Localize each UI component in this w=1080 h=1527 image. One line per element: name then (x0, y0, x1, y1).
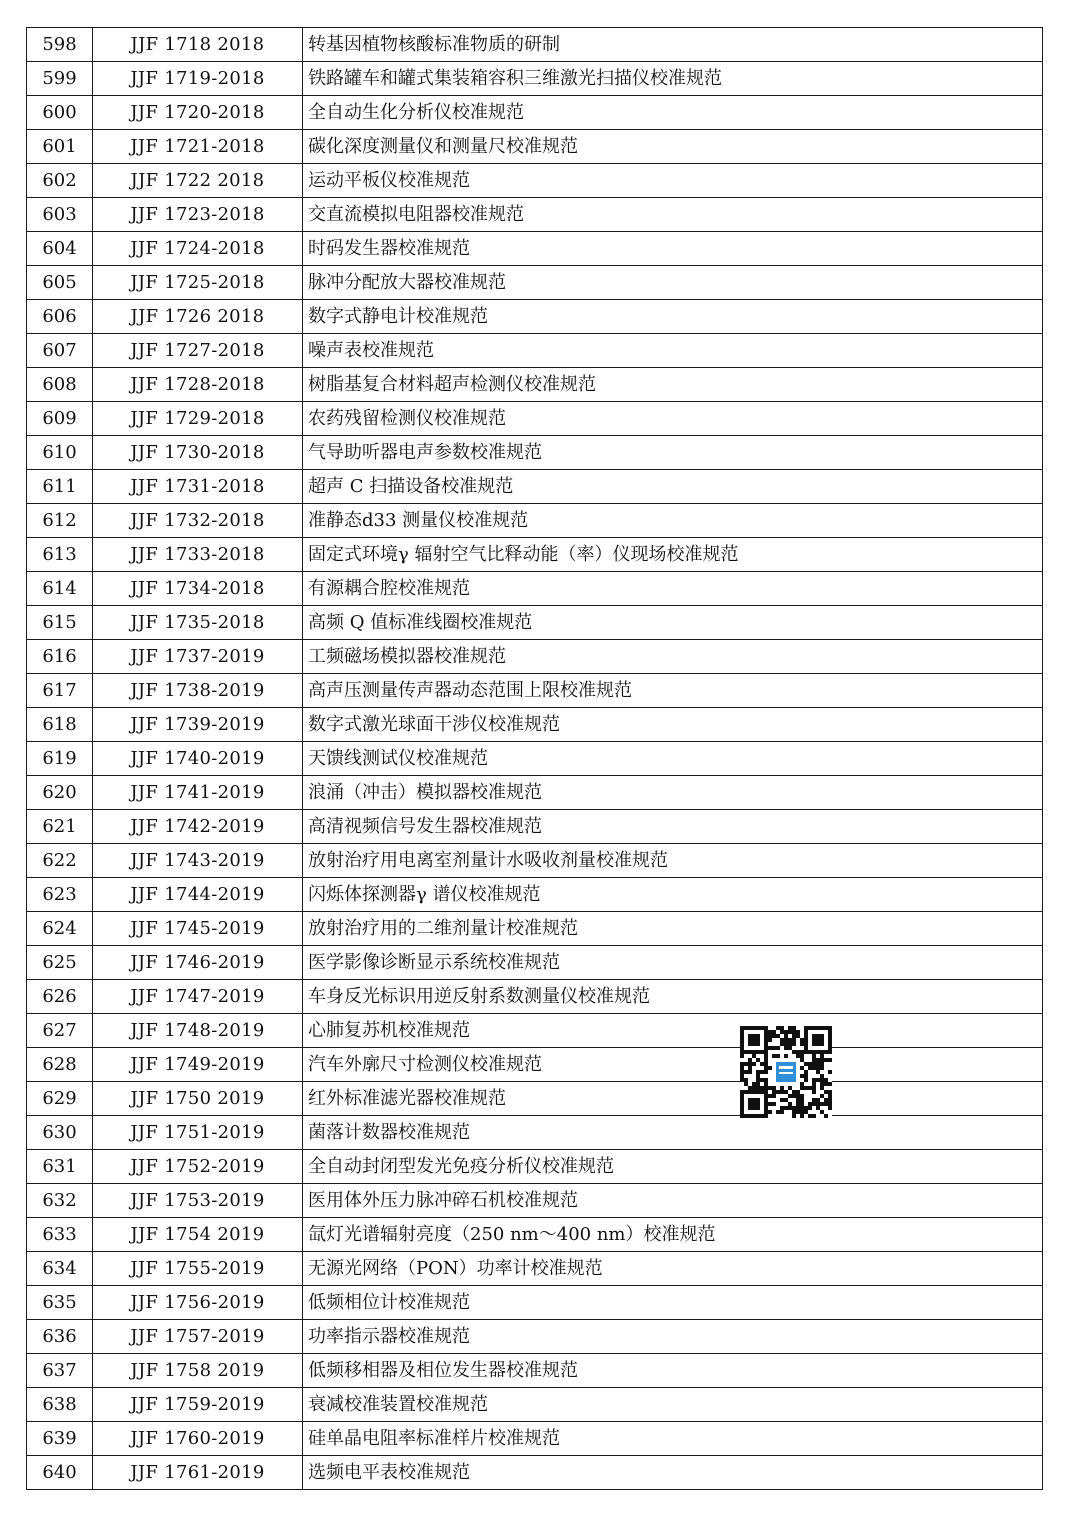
standard-title: 闪烁体探测器γ 谱仪校准规范 (303, 878, 1043, 912)
standard-code: JJF 1756-2019 (93, 1286, 303, 1320)
row-number: 626 (27, 980, 93, 1014)
row-number: 600 (27, 96, 93, 130)
standard-code: JJF 1751-2019 (93, 1116, 303, 1150)
table-row (27, 776, 1043, 810)
row-number: 630 (27, 1116, 93, 1150)
standard-title: 有源耦合腔校准规范 (303, 572, 1043, 606)
standard-code: JJF 1761-2019 (93, 1456, 303, 1490)
table-row (27, 1218, 1043, 1252)
standard-code: JJF 1739-2019 (93, 708, 303, 742)
row-number: 619 (27, 742, 93, 776)
row-number: 602 (27, 164, 93, 198)
row-number: 634 (27, 1252, 93, 1286)
row-number: 636 (27, 1320, 93, 1354)
standard-title: 碳化深度测量仪和测量尺校准规范 (303, 130, 1043, 164)
row-number: 628 (27, 1048, 93, 1082)
standards-table-body (27, 28, 1043, 1490)
row-number: 610 (27, 436, 93, 470)
standard-title: 树脂基复合材料超声检测仪校准规范 (303, 368, 1043, 402)
standard-code: JJF 1722 2018 (93, 164, 303, 198)
table-row (27, 572, 1043, 606)
row-number: 608 (27, 368, 93, 402)
table-row (27, 436, 1043, 470)
standard-title: 交直流模拟电阻器校准规范 (303, 198, 1043, 232)
table-row (27, 62, 1043, 96)
table-row (27, 130, 1043, 164)
table-row (27, 1388, 1043, 1422)
row-number: 640 (27, 1456, 93, 1490)
table-row (27, 606, 1043, 640)
table-row (27, 912, 1043, 946)
standard-title: 全自动生化分析仪校准规范 (303, 96, 1043, 130)
standard-title: 运动平板仪校准规范 (303, 164, 1043, 198)
table-row (27, 1116, 1043, 1150)
standard-title: 菌落计数器校准规范 (303, 1116, 1043, 1150)
standard-code: JJF 1759-2019 (93, 1388, 303, 1422)
standard-code: JJF 1721-2018 (93, 130, 303, 164)
table-row (27, 1048, 1043, 1082)
table-row (27, 878, 1043, 912)
table-row (27, 844, 1043, 878)
standard-title: 无源光网络（PON）功率计校准规范 (303, 1252, 1043, 1286)
table-row (27, 232, 1043, 266)
table-row (27, 402, 1043, 436)
table-row (27, 1014, 1043, 1048)
standard-code: JJF 1755-2019 (93, 1252, 303, 1286)
table-row (27, 810, 1043, 844)
standard-code: JJF 1726 2018 (93, 300, 303, 334)
table-row (27, 1354, 1043, 1388)
standard-title: 超声 C 扫描设备校准规范 (303, 470, 1043, 504)
standard-code: JJF 1745-2019 (93, 912, 303, 946)
row-number: 620 (27, 776, 93, 810)
row-number: 613 (27, 538, 93, 572)
standard-title: 低频相位计校准规范 (303, 1286, 1043, 1320)
row-number: 629 (27, 1082, 93, 1116)
table-row (27, 368, 1043, 402)
standard-title: 天馈线测试仪校准规范 (303, 742, 1043, 776)
standard-title: 准静态d33 测量仪校准规范 (303, 504, 1043, 538)
standard-title: 衰减校准装置校准规范 (303, 1388, 1043, 1422)
standards-table (26, 27, 1043, 1490)
row-number: 633 (27, 1218, 93, 1252)
standard-code: JJF 1747-2019 (93, 980, 303, 1014)
standard-code: JJF 1725-2018 (93, 266, 303, 300)
standard-code: JJF 1750 2019 (93, 1082, 303, 1116)
table-row (27, 164, 1043, 198)
row-number: 612 (27, 504, 93, 538)
table-row (27, 538, 1043, 572)
standard-title: 汽车外廓尺寸检测仪校准规范 (303, 1048, 1043, 1082)
standard-title: 氙灯光谱辐射亮度（250 nm～400 nm）校准规范 (303, 1218, 1043, 1252)
standard-code: JJF 1720-2018 (93, 96, 303, 130)
row-number: 609 (27, 402, 93, 436)
row-number: 622 (27, 844, 93, 878)
standard-code: JJF 1732-2018 (93, 504, 303, 538)
standard-title: 数字式激光球面干涉仪校准规范 (303, 708, 1043, 742)
standard-title: 铁路罐车和罐式集装箱容积三维激光扫描仪校准规范 (303, 62, 1043, 96)
standard-title: 转基因植物核酸标准物质的研制 (303, 28, 1043, 62)
standard-title: 医学影像诊断显示系统校准规范 (303, 946, 1043, 980)
table-row (27, 1320, 1043, 1354)
standard-code: JJF 1730-2018 (93, 436, 303, 470)
row-number: 621 (27, 810, 93, 844)
row-number: 623 (27, 878, 93, 912)
standard-title: 心肺复苏机校准规范 (303, 1014, 1043, 1048)
standard-code: JJF 1738-2019 (93, 674, 303, 708)
row-number: 599 (27, 62, 93, 96)
standard-code: JJF 1737-2019 (93, 640, 303, 674)
standard-code: JJF 1729-2018 (93, 402, 303, 436)
standard-code: JJF 1744-2019 (93, 878, 303, 912)
standard-title: 工频磁场模拟器校准规范 (303, 640, 1043, 674)
standard-title: 噪声表校准规范 (303, 334, 1043, 368)
row-number: 607 (27, 334, 93, 368)
standard-title: 农药残留检测仪校准规范 (303, 402, 1043, 436)
standard-title: 数字式静电计校准规范 (303, 300, 1043, 334)
table-row (27, 300, 1043, 334)
standard-code: JJF 1740-2019 (93, 742, 303, 776)
standard-code: JJF 1749-2019 (93, 1048, 303, 1082)
standard-title: 红外标准滤光器校准规范 (303, 1082, 1043, 1116)
standard-title: 医用体外压力脉冲碎石机校准规范 (303, 1184, 1043, 1218)
table-row (27, 742, 1043, 776)
standard-code: JJF 1734-2018 (93, 572, 303, 606)
table-row (27, 28, 1043, 62)
row-number: 632 (27, 1184, 93, 1218)
standard-code: JJF 1718 2018 (93, 28, 303, 62)
row-number: 631 (27, 1150, 93, 1184)
row-number: 635 (27, 1286, 93, 1320)
standard-code: JJF 1733-2018 (93, 538, 303, 572)
row-number: 604 (27, 232, 93, 266)
table-row (27, 334, 1043, 368)
table-row (27, 1082, 1043, 1116)
table-row (27, 504, 1043, 538)
standard-code: JJF 1719-2018 (93, 62, 303, 96)
standard-title: 低频移相器及相位发生器校准规范 (303, 1354, 1043, 1388)
standard-code: JJF 1757-2019 (93, 1320, 303, 1354)
standard-title: 放射治疗用电离室剂量计水吸收剂量校准规范 (303, 844, 1043, 878)
row-number: 618 (27, 708, 93, 742)
table-row (27, 198, 1043, 232)
table-row (27, 266, 1043, 300)
standard-code: JJF 1723-2018 (93, 198, 303, 232)
standard-title: 功率指示器校准规范 (303, 1320, 1043, 1354)
table-row (27, 980, 1043, 1014)
standard-title: 高频 Q 值标准线圈校准规范 (303, 606, 1043, 640)
standard-title: 气导助听器电声参数校准规范 (303, 436, 1043, 470)
standard-code: JJF 1748-2019 (93, 1014, 303, 1048)
row-number: 615 (27, 606, 93, 640)
standard-code: JJF 1735-2018 (93, 606, 303, 640)
standard-title: 硅单晶电阻率标准样片校准规范 (303, 1422, 1043, 1456)
standard-code: JJF 1743-2019 (93, 844, 303, 878)
standard-code: JJF 1731-2018 (93, 470, 303, 504)
row-number: 605 (27, 266, 93, 300)
qr-code-icon (740, 1026, 832, 1118)
table-row (27, 96, 1043, 130)
standard-title: 时码发生器校准规范 (303, 232, 1043, 266)
row-number: 627 (27, 1014, 93, 1048)
row-number: 637 (27, 1354, 93, 1388)
table-row (27, 1286, 1043, 1320)
table-row (27, 708, 1043, 742)
row-number: 603 (27, 198, 93, 232)
standard-title: 选频电平表校准规范 (303, 1456, 1043, 1490)
row-number: 598 (27, 28, 93, 62)
standard-code: JJF 1753-2019 (93, 1184, 303, 1218)
standard-code: JJF 1727-2018 (93, 334, 303, 368)
standard-code: JJF 1752-2019 (93, 1150, 303, 1184)
row-number: 638 (27, 1388, 93, 1422)
table-row (27, 640, 1043, 674)
table-row (27, 1150, 1043, 1184)
row-number: 606 (27, 300, 93, 334)
standard-code: JJF 1724-2018 (93, 232, 303, 266)
table-row (27, 1422, 1043, 1456)
standard-code: JJF 1760-2019 (93, 1422, 303, 1456)
standard-title: 固定式环境γ 辐射空气比释动能（率）仪现场校准规范 (303, 538, 1043, 572)
standard-code: JJF 1754 2019 (93, 1218, 303, 1252)
row-number: 639 (27, 1422, 93, 1456)
standard-title: 高声压测量传声器动态范围上限校准规范 (303, 674, 1043, 708)
standard-code: JJF 1742-2019 (93, 810, 303, 844)
row-number: 614 (27, 572, 93, 606)
table-row (27, 946, 1043, 980)
standard-code: JJF 1728-2018 (93, 368, 303, 402)
standard-title: 高清视频信号发生器校准规范 (303, 810, 1043, 844)
standard-title: 脉冲分配放大器校准规范 (303, 266, 1043, 300)
table-row (27, 1252, 1043, 1286)
row-number: 611 (27, 470, 93, 504)
row-number: 624 (27, 912, 93, 946)
row-number: 601 (27, 130, 93, 164)
standard-code: JJF 1741-2019 (93, 776, 303, 810)
row-number: 625 (27, 946, 93, 980)
standard-title: 车身反光标识用逆反射系数测量仪校准规范 (303, 980, 1043, 1014)
standard-title: 放射治疗用的二维剂量计校准规范 (303, 912, 1043, 946)
row-number: 616 (27, 640, 93, 674)
row-number: 617 (27, 674, 93, 708)
standard-title: 浪涌（冲击）模拟器校准规范 (303, 776, 1043, 810)
table-row (27, 1456, 1043, 1490)
standard-code: JJF 1746-2019 (93, 946, 303, 980)
standard-code: JJF 1758 2019 (93, 1354, 303, 1388)
table-row (27, 1184, 1043, 1218)
table-row (27, 470, 1043, 504)
standard-title: 全自动封闭型发光免疫分析仪校准规范 (303, 1150, 1043, 1184)
table-row (27, 674, 1043, 708)
